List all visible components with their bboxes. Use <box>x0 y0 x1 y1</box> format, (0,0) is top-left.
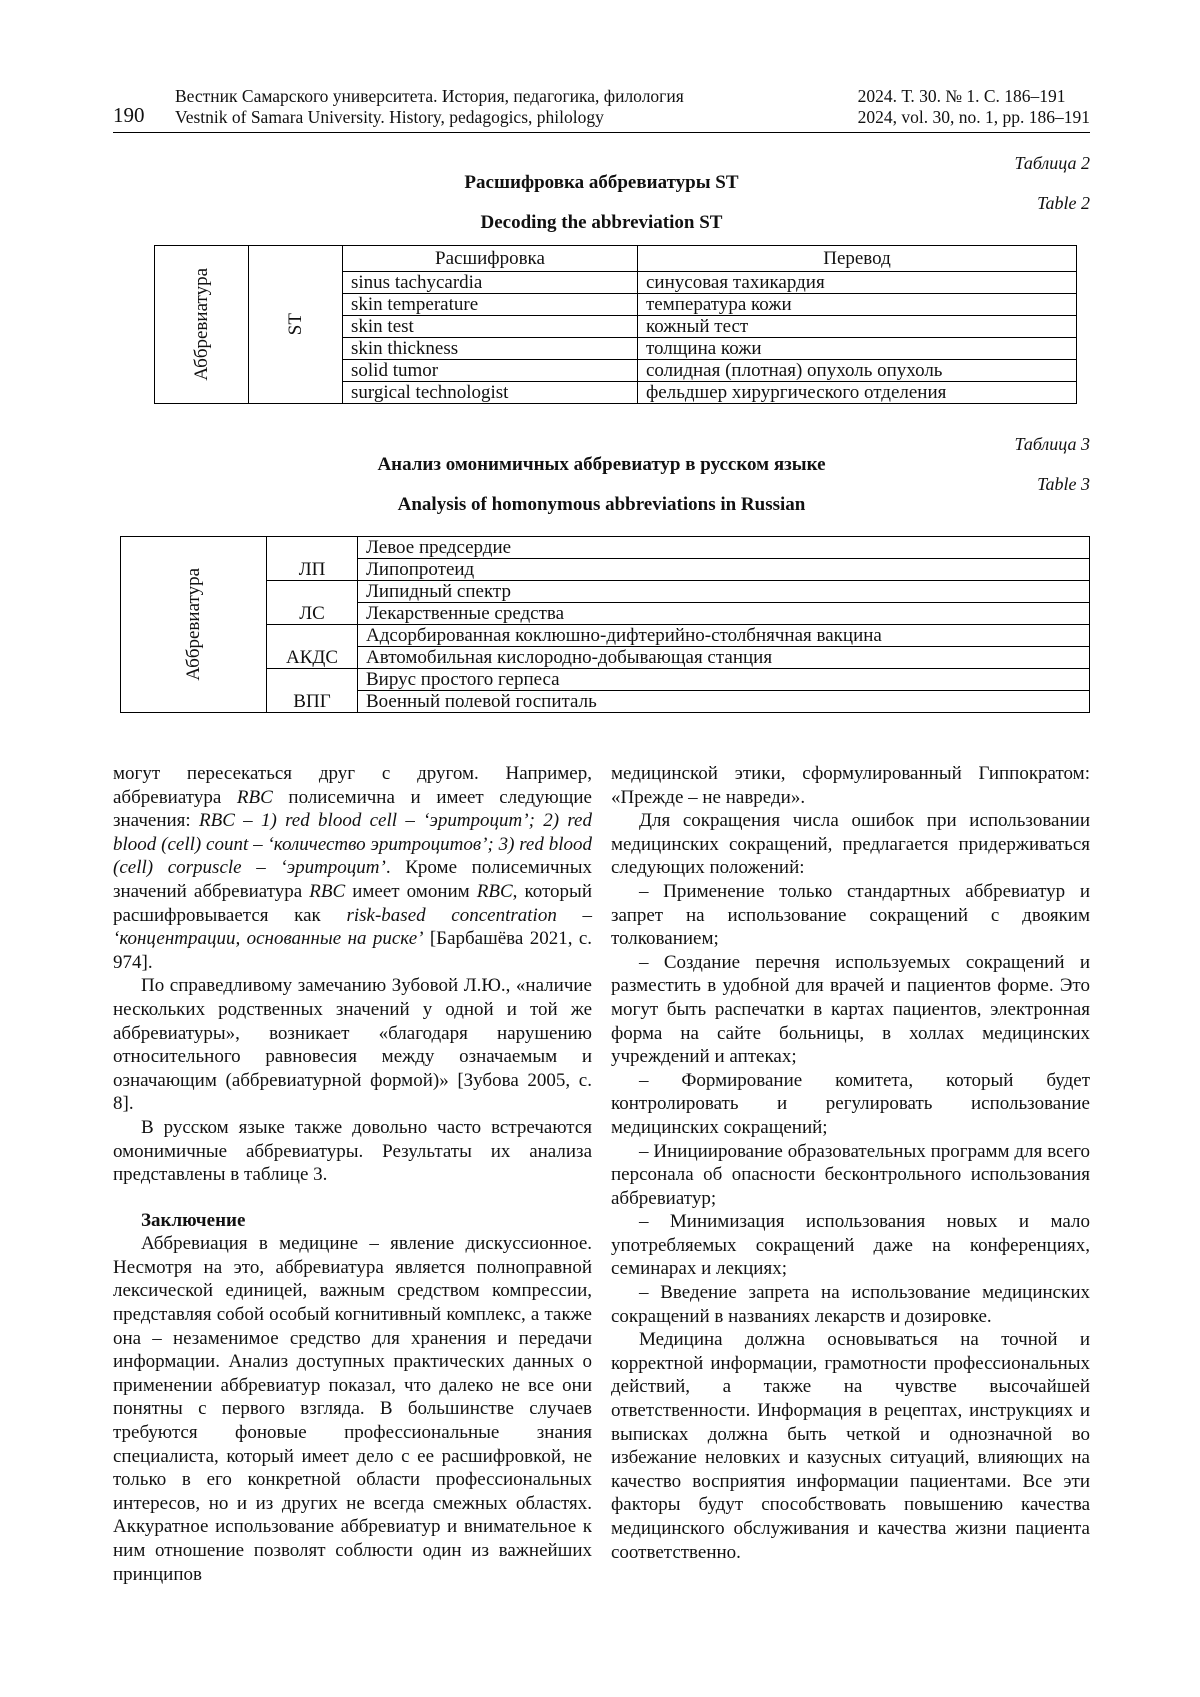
text-span: полисемична и имеет следующие значения: <box>113 786 592 832</box>
paragraph: медицинской этики, сформулированный Гиппократом: «Прежде – не навреди». <box>611 763 1090 808</box>
decoding-cell: sinus tachycardia <box>343 272 638 294</box>
meaning-cell: Адсорбированная коклюшно-дифтерийно-столбнячная вакцина <box>358 625 1090 647</box>
section-heading: Заключение <box>141 1209 246 1231</box>
paragraph <box>113 762 592 974</box>
page-number: 190 <box>113 103 145 127</box>
italic-abbr: RBC <box>476 880 513 902</box>
text-span: , который расшифровывается как <box>113 880 592 926</box>
abbr-cell: ЛП <box>267 537 358 581</box>
translation-cell: температура кожи <box>638 294 1077 316</box>
table3-title-ru: Анализ омонимичных аббревиатур в русском языке <box>377 454 826 475</box>
abbr-cell: ЛС <box>267 581 358 625</box>
paragraph: По справедливому замечанию Зубовой Л.Ю., «наличие нескольких родственных значений у одной и той же аббревиатуры», возникает «благодаря нарушению относительного равновесия между означаемым и означающим (аббревиатурной формой)» [Зубова 2005, с. 8]. <box>113 975 592 1115</box>
table2-header-row <box>155 246 1077 272</box>
list-item: – Введение запрета на использование медицинских сокращений в названиях лекарств и дозировке. <box>611 1282 1090 1327</box>
decoding-cell: solid tumor <box>343 360 638 382</box>
journal-reference <box>858 86 1090 128</box>
table2-abbr: ST <box>285 313 306 336</box>
meaning-cell: Липопротеид <box>358 559 1090 581</box>
meaning-cell: Левое предсердие <box>358 537 1090 559</box>
journal-title-en: Vestnik of Samara University. History, pedagogics, philology <box>175 107 604 127</box>
right-column <box>611 762 1090 1564</box>
table2-abbr-cell <box>249 246 343 404</box>
text-span: имеет омоним <box>345 880 477 902</box>
meaning-cell: Вирус простого герпеса <box>358 669 1090 691</box>
table2-label-ru: Таблица 2 <box>1014 153 1090 173</box>
meaning-cell: Автомобильная кислородно-добывающая станция <box>358 647 1090 669</box>
decoding-cell: surgical technologist <box>343 382 638 404</box>
list-item: – Инициирование образовательных программ для всего персонала об опасности бесконтрольного использования аббревиатур; <box>611 1140 1090 1209</box>
spacer <box>113 1187 592 1209</box>
table2 <box>154 245 1077 404</box>
italic-text: risk-based concentration – ‘концентрации, основанные на риске’ <box>113 904 592 950</box>
running-header <box>113 84 1090 133</box>
meaning-cell: Лекарственные средства <box>358 603 1090 625</box>
table-row <box>121 581 1090 603</box>
table-row <box>121 625 1090 647</box>
journal-title-ru: Вестник Самарского университета. История, педагогика, филология <box>175 86 684 106</box>
table3-label-ru: Таблица 3 <box>1014 434 1090 454</box>
table2-title-ru: Расшифровка аббревиатуры ST <box>464 172 739 193</box>
table3-label-en: Table 3 <box>1037 474 1090 494</box>
translation-cell: толщина кожи <box>638 338 1077 360</box>
abbr-cell: ВПГ <box>267 669 358 713</box>
translation-cell: синусовая тахикардия <box>638 272 1077 294</box>
paragraph: Медицина должна основываться на точной и корректной информации, грамотности профессиональных действий, а также на чувстве высочайшей ответственности. Информация в рецептах, инструкциях и выписках должна быть четкой и однозначной во избежание неловких и казусных ситуаций, влияющих на качество восприятия информации пациентами. Все эти факторы будут способствовать повышению качества медицинского обслуживания и качества жизни пациента соответственно. <box>611 1329 1090 1563</box>
list-item: – Применение только стандартных аббревиатур и запрет на использование сокращений с двояким толкованием; <box>611 880 1090 950</box>
table2-col-translation: Перевод <box>638 246 1077 272</box>
table2-side-label-cell <box>155 246 249 404</box>
translation-cell: фельдшер хирургического отделения <box>638 382 1077 404</box>
translation-cell: кожный тест <box>638 316 1077 338</box>
table3 <box>120 536 1090 713</box>
italic-text: RBC – 1) red blood cell – ‘эритроцит’; 2) red blood (cell) count – ‘количество эритроцитов’; 3) red blood (cell) corpuscle – ‘эритроцит’ <box>113 810 592 879</box>
text-span: [Барбашёва 2021, с. 974]. <box>113 928 592 973</box>
table3-side-label-cell <box>121 537 267 713</box>
list-item: – Формирование комитета, который будет контролировать и регулировать использование медицинских сокращений; <box>611 1069 1090 1138</box>
decoding-cell: skin thickness <box>343 338 638 360</box>
journal-ref-ru: 2024. Т. 30. № 1. С. 186–191 <box>857 86 1066 106</box>
table3-title-en: Analysis of homonymous abbreviations in Russian <box>397 494 806 515</box>
left-column <box>113 762 592 1586</box>
list-item: – Создание перечня используемых сокращений и разместить в удобной для врачей и пациентов форме. Это могут быть распечатки в картах пациентов, электронная форма на сайте больницы, в холлах медицинских учреждений и аптеках; <box>611 951 1090 1068</box>
table2-col-decoding: Расшифровка <box>343 246 638 272</box>
list-item: – Минимизация использования новых и мало употребляемых сокращений даже на конференциях, семинарах и лекциях; <box>611 1211 1090 1280</box>
meaning-cell: Липидный спектр <box>358 581 1090 603</box>
table3-side-label: Аббревиатура <box>183 568 204 681</box>
decoding-cell: skin temperature <box>343 294 638 316</box>
table2-side-label: Аббревиатура <box>191 268 212 381</box>
table2-title-en: Decoding the abbreviation ST <box>480 212 723 233</box>
journal-title <box>175 86 684 128</box>
table-row <box>121 669 1090 691</box>
meaning-cell: Военный полевой госпиталь <box>358 691 1090 713</box>
table-row <box>121 537 1090 559</box>
paragraph: В русском языке также довольно часто встречаются омонимичные аббревиатуры. Результаты их анализа представлены в таблице 3. <box>113 1116 592 1186</box>
text-span: . Кроме полисемичных значений аббревиатура <box>113 857 592 902</box>
paragraph: Для сокращения числа ошибок при использовании медицинских сокращений, предлагается придерживаться следующих положений: <box>611 810 1090 879</box>
paragraph: Аббревиация в медицине – явление дискуссионное. Несмотря на это, аббревиатура является полноправной лексической единицей, важным средством компрессии, представляя собой особый когнитивный комплекс, а также она – незаменимое средство для хранения и передачи информации. Анализ доступных практических данных о применении аббревиатур показал, что далеко не все они понятны с первого взгляда. В большинстве случаев требуются фоновые профессиональные знания специалиста, который имеет дело с ее расшифровкой, не только в его конкретной области профессиональных интересов, но и из других не всегда смежных областях. Аккуратное использование аббревиатур и внимательное к ним отношение позволят соблюсти один из важнейших принципов <box>113 1233 592 1585</box>
decoding-cell: skin test <box>343 316 638 338</box>
text-span: могут пересекаться друг с другом. Например, аббревиатура <box>113 763 592 808</box>
translation-cell: солидная (плотная) опухоль опухоль <box>638 360 1077 382</box>
italic-abbr: RBC <box>236 786 273 808</box>
journal-ref-en: 2024, vol. 30, no. 1, pp. 186–191 <box>857 107 1090 127</box>
abbr-cell: АКДС <box>267 625 358 669</box>
table2-label-en: Table 2 <box>1037 193 1090 213</box>
italic-abbr: RBC <box>309 880 346 902</box>
